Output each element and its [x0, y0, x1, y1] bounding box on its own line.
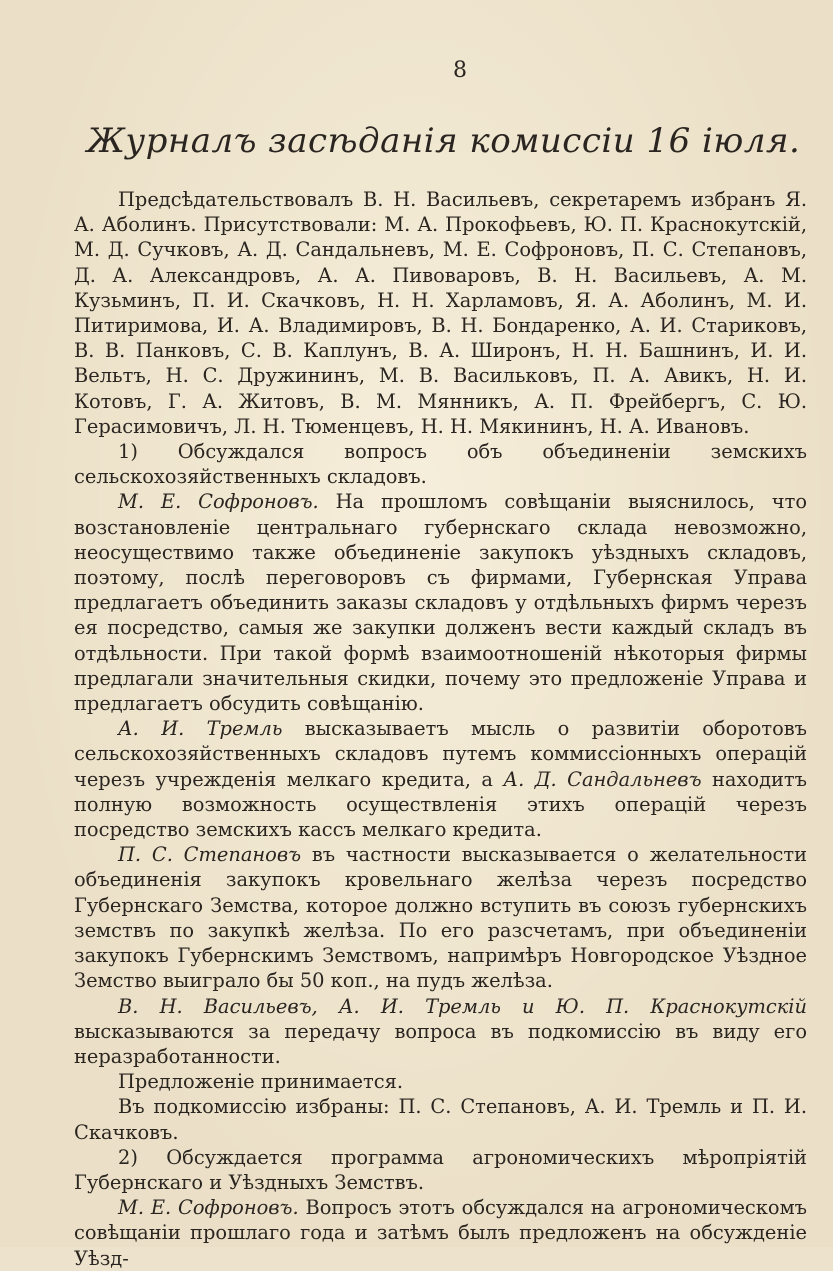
paragraph-text: На прошломъ совѣщаніи выяснилось, что возстановленіе центральнаго губернскаго склада невозможно, неосуществимо также объединеніе закупокъ уѣздныхъ складовъ, поэтому, послѣ переговоровъ съ фирмами, Губернская Управа предлагаетъ объединить заказы складовъ у отдѣльныхъ фирмъ черезъ ея посредство, самыя же закупки долженъ вести каждый складъ въ отдѣльности. При такой формѣ взаимоотношеній нѣкоторыя фирмы предлагали значительныя скидки, почему это предложеніе Управа и предлагаетъ обсудить совѣщанію. [74, 490, 807, 716]
paragraph-accepted [74, 1069, 807, 1094]
paragraph-sofronov-2 [74, 1195, 807, 1271]
paragraph-text: Предсѣдательствовалъ В. Н. Васильевъ, секретаремъ избранъ Я. А. Аболинъ. Присутствовали: М. А. Прокофьевъ, Ю. П. Краснокутскій, М. Д. Сучковъ, А. Д. Сандальневъ, М. Е. Софроновъ, П. С. Степановъ, Д. А. Александровъ, А. А. Пивоваровъ, В. Н. Васильевъ, А. М. Кузьминъ, П. И. Скачковъ, Н. Н. Харламовъ, Я. А. Аболинъ, М. И. Питиримова, И. А. Владимировъ, В. Н. Бондаренко, А. И. Стариковъ, В. В. Панковъ, С. В. Каплунъ, В. А. Широнъ, Н. Н. Башнинъ, И. И. Вельтъ, Н. С. Дружининъ, М. В. Васильковъ, П. А. Авикъ, Н. И. Котовъ, Г. А. Житовъ, В. М. Мянникъ, А. П. Фрейбергъ, С. Ю. Герасимовичъ, Л. Н. Тюменцевъ, Н. Н. Мякининъ, Н. А. Ивановъ. [74, 188, 807, 438]
paragraph-sofronov [74, 489, 807, 716]
paragraph-text: въ частности высказывается о желательности объединенія закупокъ кровельнаго желѣза черезъ посредство Губернскаго Земства, которое должно вступить въ союзъ губернскихъ земствъ по закупкѣ желѣза. По его разсчетамъ, при объединеніи закупокъ Губернскимъ Земствомъ, напримѣръ Новгородское Уѣздное Земство выиграло бы 50 коп., на пудъ желѣза. [74, 843, 807, 993]
document-body [74, 187, 807, 1271]
paragraph-stepanov [74, 842, 807, 993]
paragraph-item-2 [74, 1145, 807, 1195]
page-number: 8 [453, 58, 468, 83]
speaker-name: М. Е. Софроновъ. [118, 490, 319, 514]
speaker-name: М. Е. Софроновъ. [118, 1196, 299, 1220]
paragraph-text: высказываются за передачу вопроса въ подкомиссію въ виду его неразработанности. [74, 1019, 807, 1068]
paragraph-item-1 [74, 439, 807, 489]
paragraph-text: 1) Обсуждался вопросъ объ объединеніи земскихъ сельскохозяйственныхъ складовъ. [74, 440, 807, 489]
speaker-name-2: А. Д. Сандальневъ [503, 767, 702, 791]
paragraph-text: Вопросъ этотъ обсуждался на агрономическомъ совѣщаніи прошлаго года и затѣмъ былъ предложенъ на обсужденіе Уѣзд- [74, 1196, 807, 1270]
paragraph-attendance [74, 187, 807, 439]
paragraph-treml [74, 716, 807, 842]
paragraph-vasiliev-group [74, 994, 807, 1070]
paragraph-text: 2) Обсуждается программа агрономическихъ мѣропріятій Губернскаго и Уѣздныхъ Земствъ. [74, 1145, 807, 1194]
speaker-name: П. С. Степановъ [118, 843, 302, 867]
speaker-name: В. Н. Васильевъ, А. И. Тремль и Ю. П. Краснокутскій [118, 994, 807, 1018]
paragraph-text: Предложеніе принимается. [118, 1070, 404, 1094]
paragraph-text-2: находитъ полную возможность осуществленія этихъ операцій черезъ посредство земскихъ кассъ мелкаго кредита. [74, 767, 807, 842]
paragraph-subcommission [74, 1094, 807, 1144]
page-title: Журналъ засѣданія комиссіи 16 іюля. [86, 121, 801, 161]
paragraph-text: Въ подкомиссію избраны: П. С. Степановъ, А. И. Тремль и П. И. Скачковъ. [74, 1095, 807, 1144]
speaker-name: А. И. Тремль [118, 717, 283, 741]
paragraph-text: высказываетъ мысль о развитіи оборотовъ сельскохозяйственныхъ складовъ путемъ коммиссіонныхъ операцій черезъ учрежденія мелкаго кредита, а [74, 717, 807, 791]
